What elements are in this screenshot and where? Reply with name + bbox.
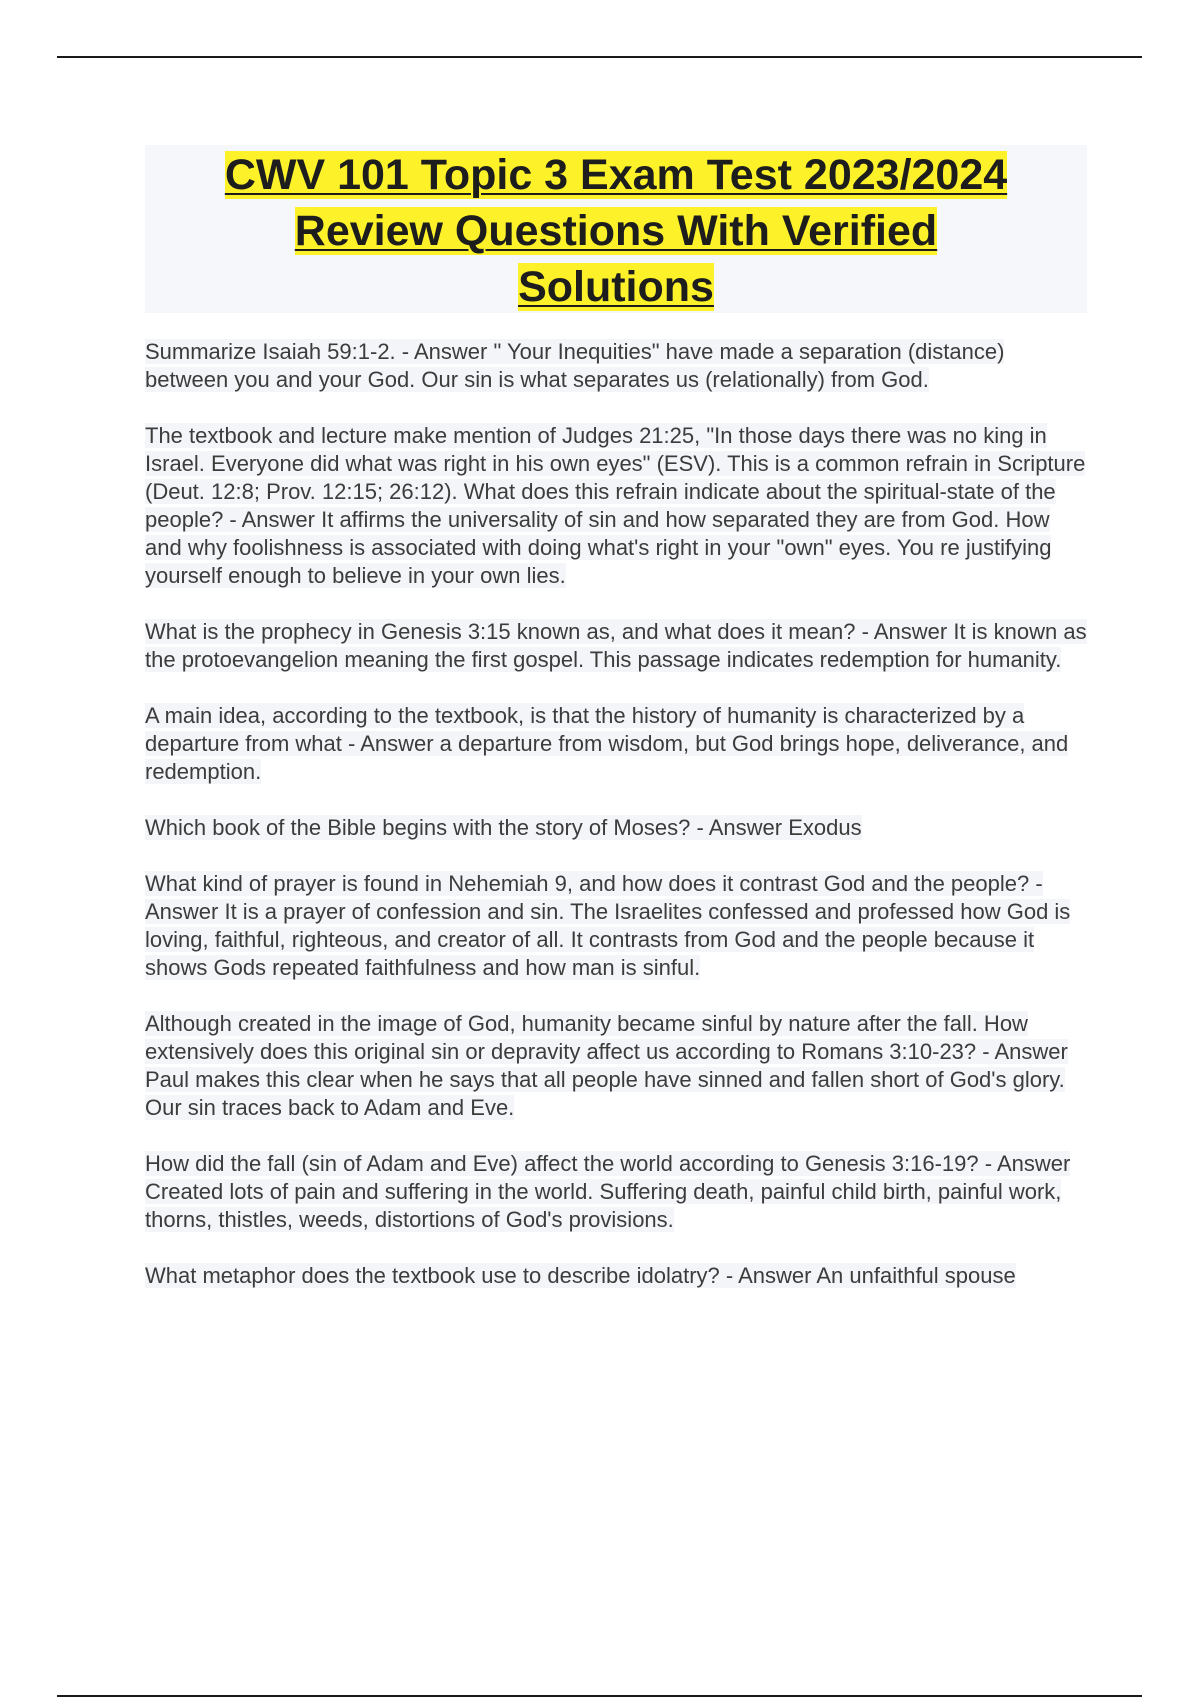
document-title [145,145,1087,315]
title-block [145,145,1087,313]
qa-item-text: What is the prophecy in Genesis 3:15 known as, and what does it mean? - Answer It is known as the protoevangelion meaning the first gospel. This passage indicates redemption for humanity. [145,619,1087,672]
qa-item-text: Summarize Isaiah 59:1-2. - Answer " Your Inequities" have made a separation (distance) between you and your God. Our sin is what separates us (relationally) from God. [145,339,1005,392]
qa-item [145,1150,1090,1234]
qa-item-text: What kind of prayer is found in Nehemiah 9, and how does it contrast God and the people? - Answer It is a prayer of confession and sin. The Israelites confessed and professed how God is loving, faithful, righteous, and creator of all. It contrasts from God and the people because it shows Gods repeated faithfulness and how man is sinful. [145,871,1071,980]
qa-item-text: How did the fall (sin of Adam and Eve) affect the world according to Genesis 3:16-19? - Answer Created lots of pain and suffering in the world. Suffering death, painful child birth, painful work, thorns, thistles, weeds, distortions of God's provisions. [145,1151,1071,1232]
qa-item-text: Although created in the image of God, humanity became sinful by nature after the fall. How extensively does this original sin or depravity affect us according to Romans 3:10-23? - Answer Paul makes this clear when he says that all people have sinned and fallen short of God's glory. Our sin traces back to Adam and Eve. [145,1011,1068,1120]
qa-item [145,1262,1090,1290]
qa-item [145,702,1090,786]
bottom-rule [57,1695,1142,1697]
title-line-1: CWV 101 Topic 3 Exam Test 2023/2024 [224,151,1008,199]
qa-item-text: A main idea, according to the textbook, is that the history of humanity is characterized by a departure from what - Answer a departure from wisdom, but God brings hope, deliverance, and redemption. [145,703,1069,784]
qa-item [145,1010,1090,1122]
qa-item-text: Which book of the Bible begins with the story of Moses? - Answer Exodus [145,815,862,840]
qa-item-text: What metaphor does the textbook use to describe idolatry? - Answer An unfaithful spouse [145,1263,1016,1288]
qa-item [145,422,1090,590]
qa-item [145,870,1090,982]
qa-item [145,814,1090,842]
qa-list [145,338,1090,1318]
qa-item [145,338,1090,394]
qa-item-text: The textbook and lecture make mention of Judges 21:25, "In those days there was no king in Israel. Everyone did what was right in his own eyes" (ESV). This is a common refrain in Scripture (Deut. 12:8; Prov. 12:15; 26:12). What does this refrain indicate about the spiritual-state of the people? - Answer It affirms the universality of sin and how separated they are from God. How and why foolishness is associated with doing what's right in your "own" eyes. You re justifying yourself enough to believe in your own lies. [145,423,1086,588]
top-rule [57,56,1142,58]
title-line-3: Solutions [518,263,714,311]
title-line-2: Review Questions With Verified [294,207,938,255]
qa-item [145,618,1090,674]
